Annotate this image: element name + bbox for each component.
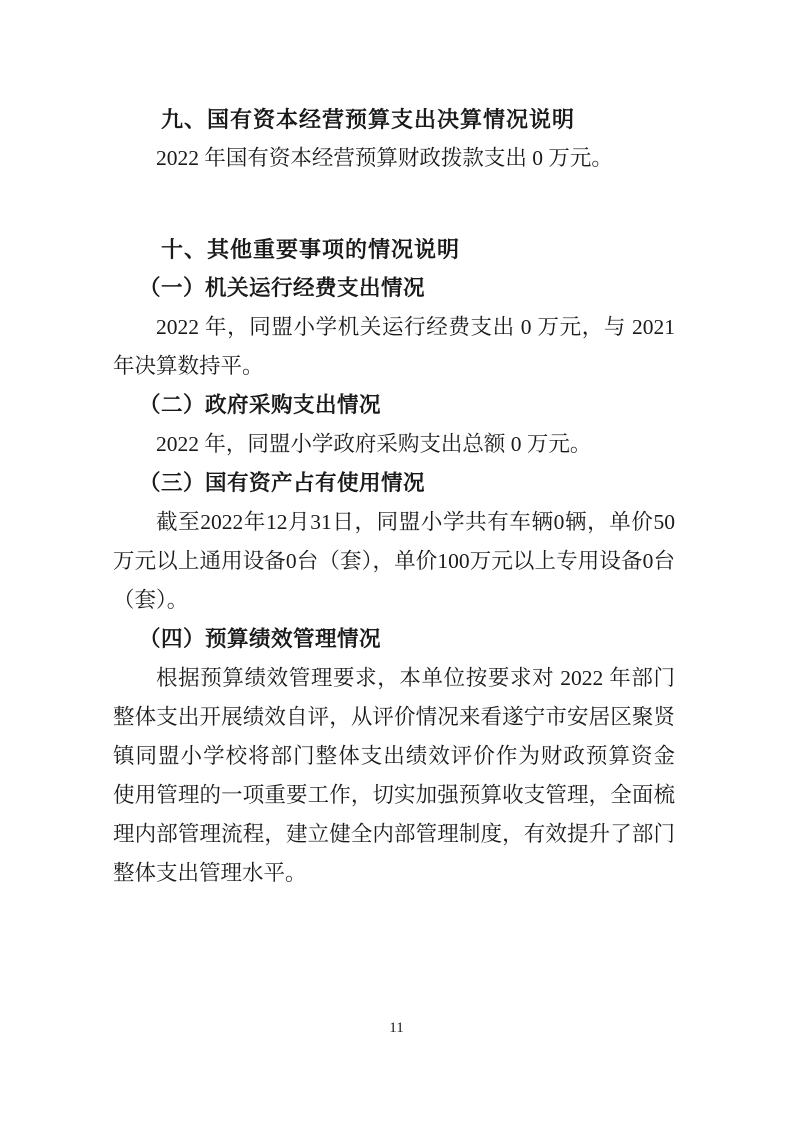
- paragraph-line: 年决算数持平。: [113, 354, 264, 378]
- paragraph-line: （套）。: [113, 588, 189, 612]
- paragraph-line: 2022 年国有资本经营预算财政拨款支出 0 万元。: [156, 146, 613, 170]
- paragraph-line: 截至2022年12月31日，同盟小学共有车辆0辆，单价50: [156, 510, 675, 534]
- paragraph-line: 2022 年，同盟小学政府采购支出总额 0 万元。: [156, 432, 592, 456]
- paragraph-line: 万元以上通用设备0台（套），单价100万元以上专用设备0台: [113, 549, 675, 573]
- subsection-heading-1: （一）机关运行经费支出情况: [139, 276, 426, 300]
- paragraph-line: 理内部管理流程，建立健全内部管理制度，有效提升了部门: [113, 822, 675, 846]
- subsection-heading-4: （四）预算绩效管理情况: [139, 627, 382, 651]
- section-heading-ten: 十、其他重要事项的情况说明: [161, 237, 461, 262]
- paragraph-line: 使用管理的一项重要工作，切实加强预算收支管理，全面梳: [113, 783, 675, 807]
- paragraph-line: 根据预算绩效管理要求，本单位按要求对 2022 年部门: [156, 666, 675, 690]
- page-number: 11: [389, 1020, 404, 1036]
- paragraph-line: 整体支出管理水平。: [113, 861, 307, 885]
- section-gap: [113, 178, 675, 230]
- paragraph-line: 镇同盟小学校将部门整体支出绩效评价作为财政预算资金: [113, 744, 675, 768]
- section-heading-nine: 九、国有资本经营预算支出决算情况说明: [161, 107, 576, 132]
- document-content: [113, 100, 675, 893]
- paragraph-line: 2022 年，同盟小学机关运行经费支出 0 万元，与 2021: [156, 315, 675, 339]
- subsection-heading-3: （三）国有资产占有使用情况: [139, 471, 426, 495]
- subsection-heading-2: （二）政府采购支出情况: [139, 393, 382, 417]
- paragraph-line: 整体支出开展绩效自评，从评价情况来看遂宁市安居区聚贤: [113, 705, 675, 729]
